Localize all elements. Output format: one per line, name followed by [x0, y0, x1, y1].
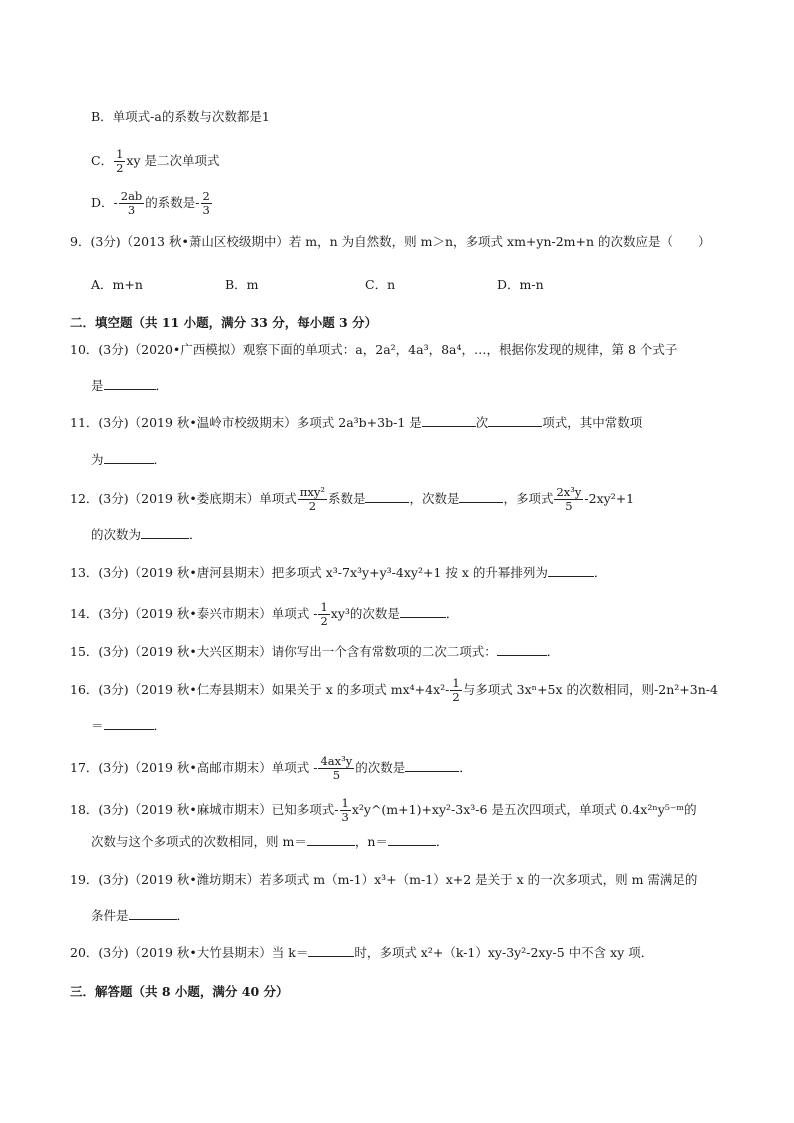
- q9-option-d: D．m-n: [497, 277, 544, 292]
- q20-line: [70, 944, 653, 962]
- q15-line: [70, 643, 559, 661]
- q18-fraction: [340, 797, 351, 824]
- q11-text-c: 项式，其中常数项: [542, 415, 643, 430]
- q9-option-b: B．m: [225, 277, 259, 292]
- answer-blank[interactable]: [422, 414, 476, 427]
- q18-line1: [70, 797, 697, 824]
- frac-denominator: 2: [452, 690, 460, 704]
- q14-text-a: 14．(3分)（2019 秋•泰兴市期末）单项式 -: [70, 606, 318, 621]
- frac-numerator: πxy²: [299, 485, 325, 499]
- frac-denominator: 5: [332, 768, 341, 782]
- answer-blank[interactable]: [308, 944, 354, 957]
- frac-numerator: 2: [202, 189, 210, 203]
- q8-c-prefix: C．: [91, 153, 114, 168]
- q11-text: 为: [91, 452, 104, 467]
- section-3-heading: 三．解答题（共 8 小题，满分 40 分）: [70, 984, 289, 999]
- q10-line2: [91, 377, 168, 395]
- q8-c-suffix: xy 是二次单项式: [126, 153, 220, 168]
- q9-stem: 9．(3分)（2013 秋•萧山区校级期中）若 m，n 为自然数，则 m＞n，多项式 xm+yn-2m+n 的次数应是（ ）: [70, 234, 711, 249]
- q19-line2: [91, 907, 189, 925]
- q16-text: ＝: [91, 718, 104, 733]
- period: ．: [153, 718, 167, 733]
- answer-blank[interactable]: [104, 451, 154, 464]
- frac-denominator: 2: [320, 614, 328, 628]
- frac-denominator: 5: [565, 499, 573, 513]
- answer-blank[interactable]: [497, 643, 547, 656]
- q8-option-c: [91, 148, 220, 175]
- q8-d-mid: 的系数是-: [145, 195, 200, 210]
- answer-blank[interactable]: [388, 833, 436, 846]
- q20-text-a: 20．(3分)（2019 秋•大竹县期末）当 k＝: [70, 945, 309, 960]
- answer-blank[interactable]: [129, 907, 177, 920]
- q11-line2: [91, 451, 166, 469]
- frac-numerator: 4ax³y: [320, 754, 353, 768]
- q16-text-a: 16．(3分)（2019 秋•仁寿县期末）如果关于 x 的多项式 mx⁴+4x²-: [70, 682, 450, 697]
- period: ．: [153, 452, 167, 467]
- period: ．: [189, 527, 202, 542]
- q15-text: 15．(3分)（2019 秋•大兴区期末）请你写出一个含有常数项的二次二项式：: [70, 644, 497, 659]
- q17-text-b: 的次数是: [355, 760, 406, 775]
- q18-text-a: 18．(3分)（2019 秋•麻城市期末）已知多项式-: [70, 802, 339, 817]
- q12-line2: [91, 526, 202, 544]
- frac-denominator: 3: [341, 810, 349, 824]
- answer-blank[interactable]: [488, 414, 542, 427]
- q13-text: 13．(3分)（2019 秋•唐河县期末）把多项式 x³-7x³y+y³-4xy²+1 按 x 的升幂排列为: [70, 565, 548, 580]
- q12-text-e: -2xy²+1: [584, 491, 635, 506]
- period: ．: [435, 834, 449, 849]
- q12-text-c: ，次数是: [409, 491, 460, 506]
- q17-text-a: 17．(3分)（2019 秋•高邮市期末）单项式 -: [70, 760, 318, 775]
- answer-blank[interactable]: [307, 833, 355, 846]
- q16-line1: [70, 677, 718, 704]
- period: ．: [593, 565, 607, 580]
- q17-line: [70, 755, 472, 782]
- q12-text-d: ，多项式: [503, 491, 554, 506]
- section-2-heading: 二．填空题（共 11 小题，满分 33 分，每小题 3 分）: [70, 315, 378, 330]
- q12-line1: [70, 486, 634, 513]
- frac-numerator: 1: [320, 600, 328, 614]
- answer-blank[interactable]: [459, 490, 503, 503]
- q16-text-b: 与多项式 3xⁿ+5x 的次数相同，则-2n²+3n-4: [462, 682, 718, 697]
- answer-blank[interactable]: [548, 564, 594, 577]
- q12-text-a: 12．(3分)（2019 秋•娄底期末）单项式: [70, 491, 297, 506]
- q14-text-b: xy³的次数是: [330, 606, 400, 621]
- q9-option-a: A．m+n: [91, 277, 143, 292]
- q11-line1: [70, 414, 642, 432]
- q16-fraction: [450, 677, 461, 704]
- period: ．: [546, 644, 560, 659]
- q17-fraction: [318, 755, 354, 782]
- q18-text-d: ，n＝: [354, 834, 388, 849]
- q11-text-b: 次: [475, 415, 489, 430]
- period: ．: [155, 378, 169, 393]
- q19-text: 条件是: [91, 908, 129, 923]
- frac-denominator: 3: [127, 203, 136, 217]
- answer-blank[interactable]: [400, 605, 446, 618]
- q12-fraction1: [298, 486, 327, 513]
- period: ．: [445, 606, 459, 621]
- q8-option-b: B．单项式-a的系数与次数都是1: [91, 109, 270, 124]
- frac-denominator: 2: [116, 161, 124, 175]
- q8-c-fraction: [114, 148, 125, 175]
- q16-line2: [91, 717, 166, 735]
- q14-line: [70, 601, 458, 628]
- frac-denominator: 3: [202, 203, 210, 217]
- frac-denominator: 2: [308, 499, 317, 513]
- answer-blank[interactable]: [141, 526, 189, 539]
- q12-text-b: 系数是: [327, 491, 366, 506]
- answer-blank[interactable]: [104, 717, 154, 730]
- q19-line1: 19．(3分)（2019 秋•潍坊期末）若多项式 m（m-1）x³+（m-1）x+2 是关于 x 的一次多项式，则 m 需满足的: [70, 872, 698, 887]
- q18-text-b: x²y^(m+1)+xy²-3x³-6 是五次四项式，单项式 0.4x²ⁿy⁵⁻ᵐ的: [351, 802, 697, 817]
- answer-blank[interactable]: [104, 377, 156, 390]
- frac-numerator: 1: [452, 676, 460, 690]
- q9-option-c: C．n: [365, 277, 396, 292]
- q10-text: 是: [91, 378, 104, 393]
- q11-text-a: 11．(3分)（2019 秋•温岭市校级期末）多项式 2a³b+3b-1 是: [70, 415, 422, 430]
- q14-fraction: [318, 601, 329, 628]
- frac-numerator: 2ab: [120, 189, 143, 203]
- answer-blank[interactable]: [365, 490, 409, 503]
- frac-numerator: 1: [341, 796, 349, 810]
- answer-blank[interactable]: [405, 759, 459, 772]
- q13-line: [70, 564, 606, 582]
- period: ．: [459, 760, 472, 775]
- q20-text-b: 时，多项式 x²+（k-1）xy-3y²-2xy-5 中不含 xy 项．: [354, 945, 654, 960]
- period: ．: [176, 908, 190, 923]
- q12-fraction2: [554, 486, 583, 513]
- frac-numerator: 1: [116, 147, 124, 161]
- q8-d-prefix: D．-: [91, 195, 118, 210]
- q12-text: 的次数为: [91, 527, 142, 542]
- q8-d-fraction2: [201, 190, 212, 217]
- q8-d-fraction1: [119, 190, 145, 217]
- q18-line2: [91, 833, 448, 851]
- q8-option-d: [91, 190, 213, 217]
- frac-numerator: 2x³y: [556, 485, 582, 499]
- q10-line1: 10．(3分)（2020•广西模拟）观察下面的单项式：a，2a²，4a³，8a⁴，…，根据你发现的规律，第 8 个式子: [70, 342, 678, 357]
- q18-text-c: 次数与这个多项式的次数相同，则 m＝: [91, 834, 307, 849]
